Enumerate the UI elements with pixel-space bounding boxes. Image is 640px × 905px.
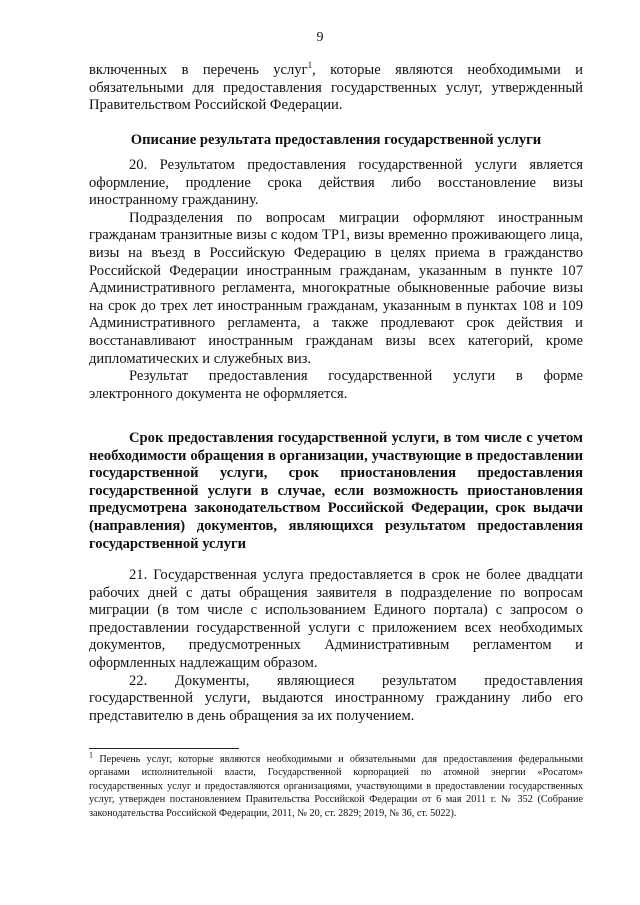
term-section — [89, 567, 583, 725]
footnote-text: Перечень услуг, которые являются необходимыми и обязательными для предоставления федеральными органами исполнительной власти, Государственной корпорацией по атомной энергии «Росатом» государственных услуг и предоставляются организациями, участвующими в предоставлении государственных услуг, утвержден постановлением Правительства Российской Федерации от 6 мая 2011 г. № 352 (Собрание законодательства Российской Федерации, 2011, № 20, ст. 2829; 2019, № 36, ст. 5022). — [89, 754, 583, 819]
paragraph-electronic-result: Результат предоставления государственной услуги в форме электронного документа не оформляется. — [89, 368, 583, 402]
section-heading-term: Срок предоставления государственной услуги, в том числе с учетом необходимости обращения в организации, участвующие в предоставлении государственной услуги, срок приостановления предоставления государственной услуги в случае, если возможность приостановления предусмотрена законодательством Российской Федерации, срок выдачи (направления) документов, являющихся результатом предоставления государственной услуги — [89, 430, 583, 552]
footnote-reference: 1 — [307, 60, 313, 71]
intro-paragraph — [89, 62, 583, 115]
paragraph-20: 20. Результатом предоставления государственной услуги является оформление, продление срока действия либо восстановление визы иностранному гражданину. — [89, 157, 583, 209]
intro-paragraph-block — [89, 62, 583, 115]
intro-text-after-footnote: , которые являются необходимыми и обязательными для предоставления государственных услуг, утвержденный Правительством Российской Федерации. — [89, 62, 583, 114]
paragraph-21: 21. Государственная услуга предоставляется в срок не более двадцати рабочих дней с даты обращения заявителя в подразделение по вопросам миграции (в том числе с использованием Единого портала) с запросом о предоставлении государственной услуги с приложением всех необходимых документов, предусмотренных Административным регламентом и оформленных надлежащим образом. — [89, 567, 583, 671]
section-heading-result: Описание результата предоставления государственной услуги — [130, 132, 542, 148]
footnote-mark: 1 — [89, 750, 93, 760]
page-number: 9 — [316, 30, 324, 45]
intro-text-before-footnote: включенных в перечень услуг — [89, 62, 308, 78]
result-section — [89, 157, 583, 403]
paragraph-migration-units: Подразделения по вопросам миграции оформляют иностранным гражданам транзитные визы с кодом ТР1, визы временно проживающего лица, визы на въезд в Российскую Федерацию в целях приема в гражданство Российской Федерации иностранным гражданам, указанным в пункте 107 Административного регламента, многократные обыкновенные рабочие визы на срок до трех лет иностранным гражданам, указанным в пунктах 108 и 109 Административного регламента, а также продлевают срок действия и восстанавливают иностранным гражданам визы всех категорий, кроме дипломатических и служебных виз. — [89, 209, 583, 367]
paragraph-22: 22. Документы, являющиеся результатом предоставления государственной услуги, выдаются иностранному гражданину либо его представителю в день обращения за их получением. — [89, 672, 583, 724]
footnote-separator — [89, 748, 239, 749]
footnote — [89, 750, 583, 820]
